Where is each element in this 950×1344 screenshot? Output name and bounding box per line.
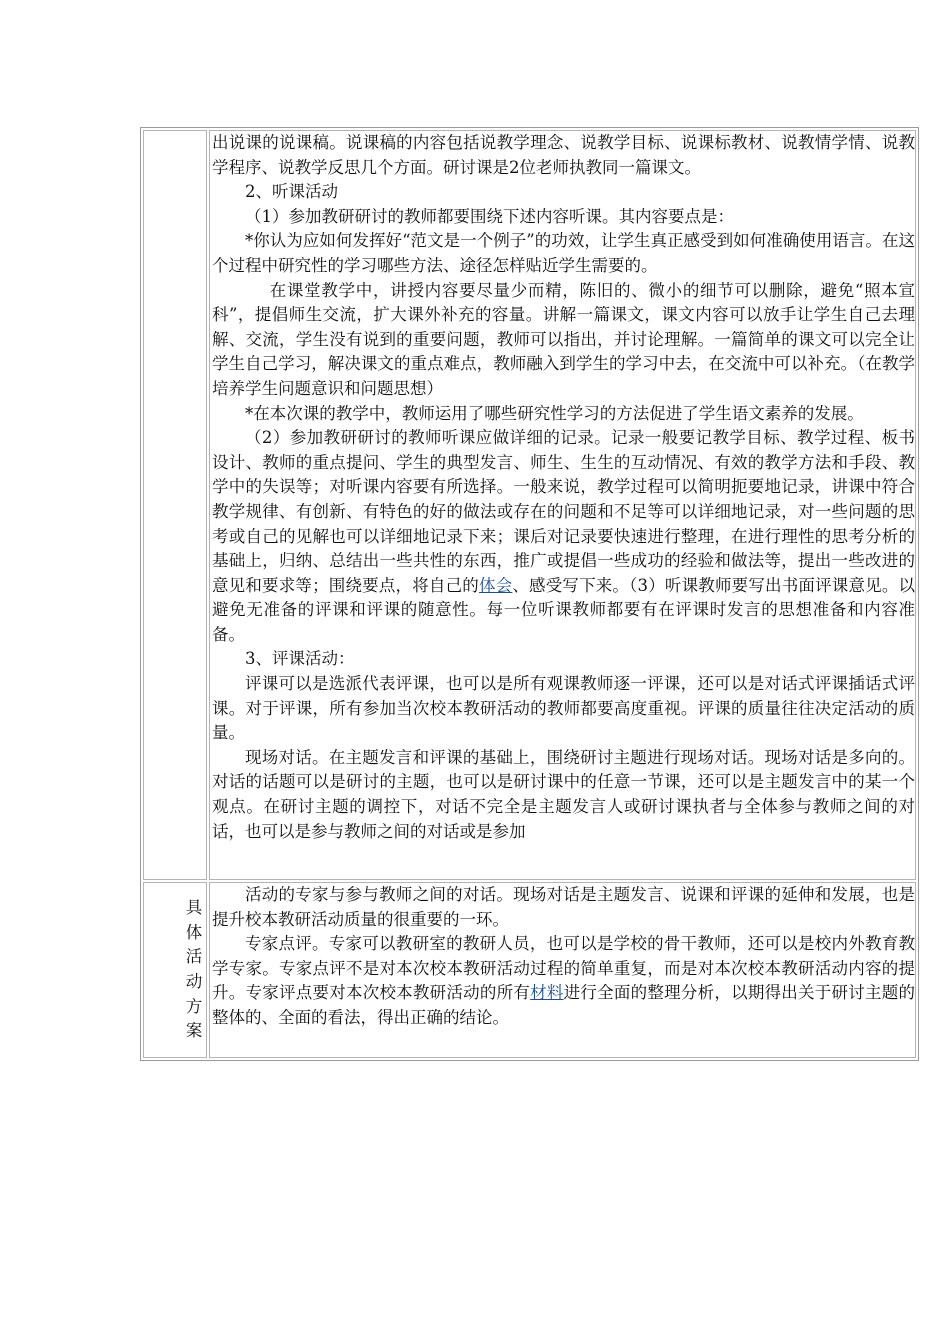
paragraph: （1）参加教研研讨的教师都要围绕下述内容听课。其内容要点是：	[245, 206, 734, 226]
text-run: 进行全面的整理分析，以期得出关于研讨主题的整体的、全面的看法，得出正确的结论。	[212, 983, 916, 1027]
section-heading: 2、听课活动	[245, 182, 338, 202]
paragraph: 出说课的说课稿。说课稿的内容包括说教学理念、说教学目标、说课标教材、说教情学情、说教学程序、说教学反思几个方面。研讨课是2位老师执教同一篇课文。	[212, 133, 915, 177]
text-run: 专家点评。专家可以教研室的教研人员，也可以是学校的骨干教师，还可以是校内外教育教学专家。专家点评不是对本次校本教研活动过程的简单重复，而是对本次校本教研活动内容的提升。专家评点要对本次校本教研活动的所有	[212, 934, 915, 1003]
table-row	[143, 882, 916, 1058]
content-cell	[209, 130, 916, 880]
table-row	[143, 130, 916, 880]
section-heading: 3、评课活动：	[245, 649, 355, 669]
link-cailiao[interactable]: 材料	[530, 983, 564, 1003]
row-label-empty	[143, 130, 207, 880]
text-run: （2）参加教研研讨的教师听课应做详细的记录。记录一般要记教学目标、教学过程、板书设计、教师的重点提问、学生的典型发言、师生、生生的互动情况、有效的教学方法和手段、教学中的失误等；对听课内容要有所选择。一般来说，教学过程可以简明扼要地记录，讲课中符合教学规律、有创新、有特色的好的做法或存在的问题和不足等可以详细地记录，对一些问题的思考或自己的见解也可以详细地记录下来；课后对记录要快速进行整理，在进行理性的思考分析的基础上，归纳、总结出一些共性的东西，推广或提倡一些成功的经验和做法等，提出一些改进的意见和要求等；围绕要点，将自己的	[212, 428, 915, 595]
paragraph: 在课堂教学中，讲授内容要尽量少而精，陈旧的、微小的细节可以删除，避免“照本宣科”，提倡师生交流，扩大课外补充的容量。讲解一篇课文，课文内容可以放手让学生自己去理解、交流，学生没有说到的重要问题，教师可以指出，并讨论理解。一篇简单的课文可以完全让学生自己学习，解决课文的重点难点，教师融入到学生的学习中去，在交流中可以补充。（在教学培养学生问题意识和问题思想）	[212, 280, 915, 398]
text-run: 、感受写下来。（3）听课教师要写出书面评课意见。以避免无准备的评课和评课的随意性。每一位听课教师都要有在评课时发言的思想准备和内容准备。	[212, 575, 916, 644]
row-label-cell	[143, 882, 207, 1058]
paragraph: *在本次课的教学中，教师运用了哪些研究性学习的方法促进了学生语文素养的发展。	[245, 403, 864, 423]
content-cell	[209, 882, 916, 1058]
activity-plan-table	[140, 127, 919, 1061]
paragraph	[212, 426, 915, 647]
link-tihui[interactable]: 体会	[478, 575, 513, 595]
row-label: 具体活动方案	[185, 898, 203, 1041]
paragraph: 活动的专家与参与教师之间的对话。现场对话是主题发言、说课和评课的延伸和发展，也是提升校本教研活动质量的很重要的一环。	[212, 885, 915, 929]
paragraph	[212, 932, 915, 1030]
paragraph: 评课可以是选派代表评课，也可以是所有观课教师逐一评课，还可以是对话式评课插话式评课。对于评课，所有参加当次校本教研活动的教师都要高度重视。评课的质量往往决定活动的质量。	[212, 674, 915, 743]
paragraph: *你认为应如何发挥好“范文是一个例子”的功效，让学生真正感受到如何准确使用语言。在这个过程中研究性的学习哪些方法、途径怎样贴近学生需要的。	[212, 231, 915, 275]
paragraph: 现场对话。在主题发言和评课的基础上，围绕研讨主题进行现场对话。现场对话是多向的。对话的话题可以是研讨的主题，也可以是研讨课中的任意一节课，还可以是主题发言中的某一个观点。在研讨主题的调控下，对话不完全是主题发言人或研讨课执者与全体参与教师之间的对话，也可以是参与教师之间的对话或是参加	[212, 747, 915, 841]
